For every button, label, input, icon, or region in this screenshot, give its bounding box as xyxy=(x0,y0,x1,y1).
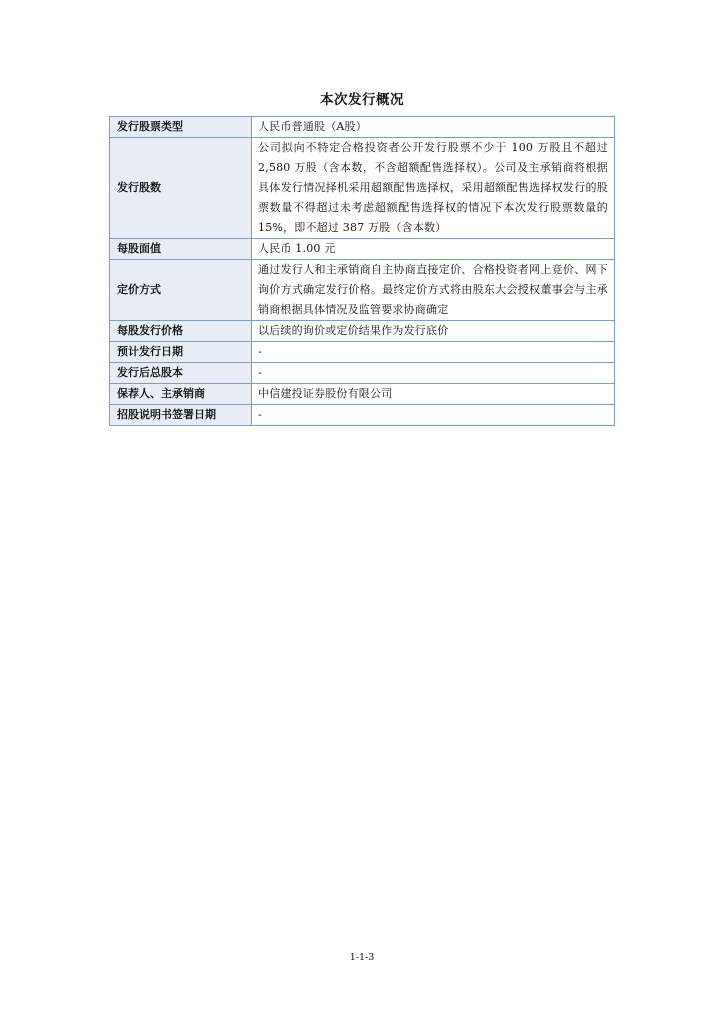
table-row xyxy=(110,138,615,239)
row-value: 中信建投证券股份有限公司 xyxy=(252,384,615,405)
row-label: 每股发行价格 xyxy=(110,321,252,342)
row-value: - xyxy=(252,405,615,426)
row-value: 通过发行人和主承销商自主协商直接定价、合格投资者网上竞价、网下询价方式确定发行价格。最终定价方式将由股东大会授权董事会与主承销商根据具体情况及监管要求协商确定 xyxy=(252,260,615,321)
table-row xyxy=(110,239,615,260)
table-row xyxy=(110,384,615,405)
page-number: 1-1-3 xyxy=(349,952,375,963)
issuance-overview-table xyxy=(109,116,615,426)
table-row xyxy=(110,260,615,321)
table-row xyxy=(110,342,615,363)
row-label: 发行股票类型 xyxy=(110,117,252,138)
row-label: 保荐人、主承销商 xyxy=(110,384,252,405)
row-value: - xyxy=(252,363,615,384)
page-title: 本次发行概况 xyxy=(320,92,404,108)
row-value: 以后续的询价或定价结果作为发行底价 xyxy=(252,321,615,342)
row-label: 发行股数 xyxy=(110,138,252,239)
row-value: 公司拟向不特定合格投资者公开发行股票不少于 100 万股且不超过 2,580 万股（含本数，不含超额配售选择权）。公司及主承销商将根据具体发行情况择机采用超额配售选择权，采用超额配售选择权发行的股票数量不得超过未考虑超额配售选择权的情况下本次发行股票数量的 15%，即不超过 387 万股（含本数） xyxy=(252,138,615,239)
row-label: 招股说明书签署日期 xyxy=(110,405,252,426)
row-value: - xyxy=(252,342,615,363)
row-label: 发行后总股本 xyxy=(110,363,252,384)
row-label: 定价方式 xyxy=(110,260,252,321)
table-row xyxy=(110,405,615,426)
row-label: 每股面值 xyxy=(110,239,252,260)
row-label: 预计发行日期 xyxy=(110,342,252,363)
table-row xyxy=(110,117,615,138)
row-value: 人民币普通股（A股） xyxy=(252,117,615,138)
table-row xyxy=(110,321,615,342)
row-value: 人民币 1.00 元 xyxy=(252,239,615,260)
table-row xyxy=(110,363,615,384)
